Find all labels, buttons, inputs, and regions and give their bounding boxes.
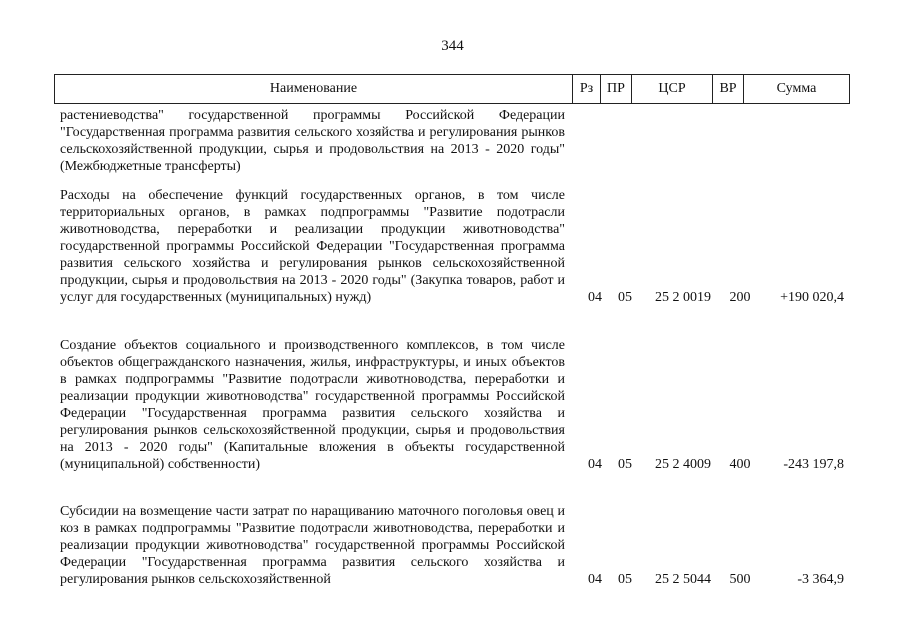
row-sum: -3 364,9 xyxy=(797,572,844,587)
row-sum: +190 020,4 xyxy=(780,290,844,305)
row-vr: 500 xyxy=(729,572,751,587)
table-row xyxy=(54,337,850,473)
row-vr: 200 xyxy=(729,290,751,305)
row-csr: 25 2 0019 xyxy=(655,290,711,305)
row-sum: -243 197,8 xyxy=(783,457,844,472)
row-rz: 04 xyxy=(588,290,602,305)
budget-table xyxy=(54,74,850,104)
row-rz: 04 xyxy=(588,457,602,472)
header-pr: ПР xyxy=(601,75,632,103)
header-sum: Сумма xyxy=(776,81,817,96)
row-vr: 400 xyxy=(729,457,751,472)
row-csr: 25 2 5044 xyxy=(655,572,711,587)
header-csr: ЦСР xyxy=(632,75,713,103)
row-pr: 05 xyxy=(618,572,632,587)
table-header xyxy=(54,74,850,104)
header-name: Наименование xyxy=(55,75,573,103)
row-name: растениеводства" государственной программы Российской Федерации "Государственная программа развития сельского хозяйства и регулирования рынков сельскохозяйственной продукции, сырья и продовольствия на 2013 - 2020 годы" (Межбюджетные трансферты) xyxy=(60,108,565,174)
row-pr: 05 xyxy=(618,457,632,472)
row-name: Расходы на обеспечение функций государственных органов, в том числе территориальных органов, в рамках подпрограммы "Развитие подотрасли животноводства, переработки и реализации продукции животноводства" государственной программы Российской Федерации "Государственная программа развития сельского хозяйства и регулирования рынков сельскохозяйственной продукции, сырья и продовольствия на 2013 - 2020 годы" (Закупка товаров, работ и услуг для государственных (муниципальных) нужд) xyxy=(60,188,565,305)
row-rz: 04 xyxy=(588,572,602,587)
table-row xyxy=(54,187,850,306)
table-row xyxy=(54,107,850,175)
page-number: 344 xyxy=(441,38,464,54)
header-vr: ВР xyxy=(713,75,744,103)
table-row xyxy=(54,503,850,588)
row-pr: 05 xyxy=(618,290,632,305)
row-name: Субсидии на возмещение части затрат по наращиванию маточного поголовья овец и коз в рамках подпрограммы "Развитие подотрасли животноводства, переработки и реализации продукции животноводства" государственной программы Российской Федерации "Государственная программа развития сельского хозяйства и регулирования рынков сельскохозяйственной xyxy=(60,504,565,587)
row-csr: 25 2 4009 xyxy=(655,457,711,472)
header-rz: Рз xyxy=(573,75,601,103)
row-name: Создание объектов социального и производственного комплексов, в том числе объектов общегражданского назначения, жилья, инфраструктуры, и иных объектов в рамках подпрограммы "Развитие подотрасли животноводства, переработки и реализации продукции животноводства" государственной программы Российской Федерации "Государственная программа развития сельского хозяйства и регулирования рынков сельскохозяйственной продукции, сырья и продовольствия на 2013 - 2020 годы" (Капитальные вложения в объекты государственной (муниципальной) собственности) xyxy=(60,338,565,472)
